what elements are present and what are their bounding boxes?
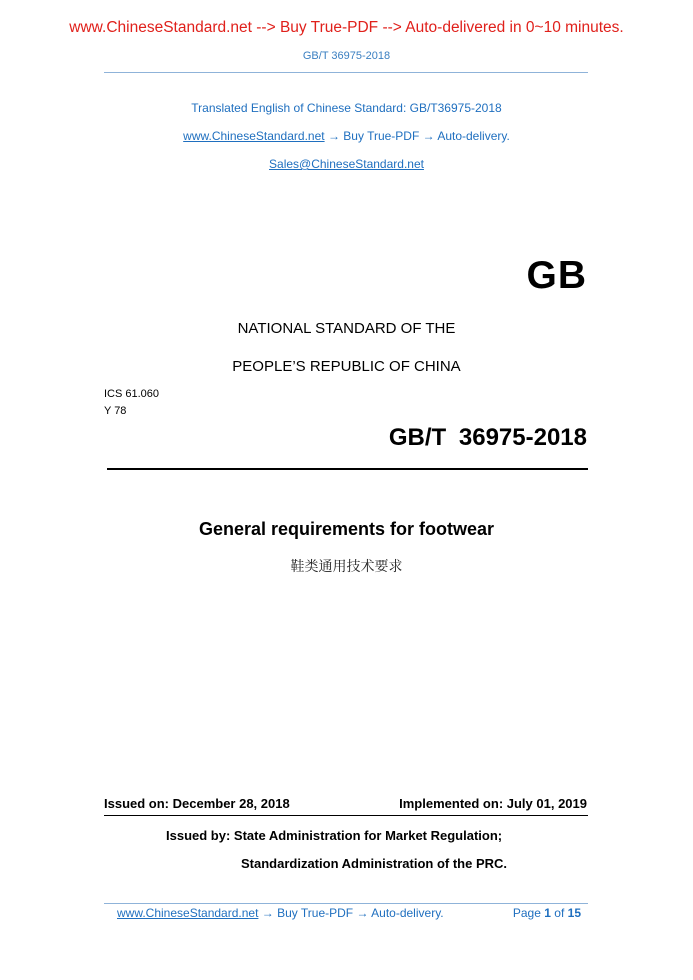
footer-buy-text: Buy True-PDF <box>277 906 354 920</box>
dates-divider <box>104 815 588 816</box>
issuer-line-1: Issued by: State Administration for Market Regulation; <box>166 828 503 843</box>
document-title-en: General requirements for footwear <box>198 519 495 539</box>
buy-pdf-text: Buy True-PDF <box>343 129 420 143</box>
gb-mark: GB <box>526 254 587 297</box>
promo-line <box>0 129 693 143</box>
ccs-code: Y 78 <box>104 405 127 417</box>
arrow-right-icon: → <box>327 129 340 143</box>
header-divider <box>104 72 588 73</box>
issuer-line-2: Standardization Administration of the PRC. <box>241 856 508 871</box>
classification-codes <box>104 386 159 420</box>
footer-delivery-text: Auto-delivery. <box>371 906 444 920</box>
page-number: 1 <box>544 906 551 920</box>
title-divider <box>107 468 588 470</box>
auto-delivery-text: Auto-delivery. <box>437 129 510 143</box>
issued-date: Issued on: December 28, 2018 <box>104 796 290 811</box>
arrow-right-icon: → <box>261 906 274 920</box>
national-standard-line-2: PEOPLE’S REPUBLIC OF CHINA <box>232 358 461 375</box>
page-label: Page <box>512 906 541 920</box>
document-number: GB/T 36975-2018 <box>388 424 587 451</box>
sales-email-link[interactable]: Sales@ChineseStandard.net <box>269 157 424 171</box>
footer-divider <box>104 903 588 904</box>
ics-code: ICS 61.060 <box>104 388 160 400</box>
national-standard-line-1: NATIONAL STANDARD OF THE <box>237 320 456 337</box>
page-total: 15 <box>567 906 581 920</box>
footer-site-link[interactable]: www.ChineseStandard.net <box>117 906 259 920</box>
arrow-right-icon: → <box>422 129 435 143</box>
page-indicator <box>513 906 581 920</box>
site-link[interactable]: www.ChineseStandard.net <box>183 129 325 143</box>
footer-promo <box>117 906 444 920</box>
arrow-right-icon: → <box>356 906 369 920</box>
promo-banner[interactable]: www.ChineseStandard.net --> Buy True-PDF --> Auto-delivered in 0~10 minutes. <box>69 19 624 36</box>
document-title-zh: 鞋类通用技术要求 <box>290 559 403 575</box>
implemented-date: Implemented on: July 01, 2019 <box>399 796 587 811</box>
translation-note: Translated English of Chinese Standard: GB/T36975-2018 <box>191 101 502 115</box>
sales-email-line <box>0 157 693 171</box>
running-header: GB/T 36975-2018 <box>302 50 391 62</box>
of-label: of <box>554 906 565 920</box>
